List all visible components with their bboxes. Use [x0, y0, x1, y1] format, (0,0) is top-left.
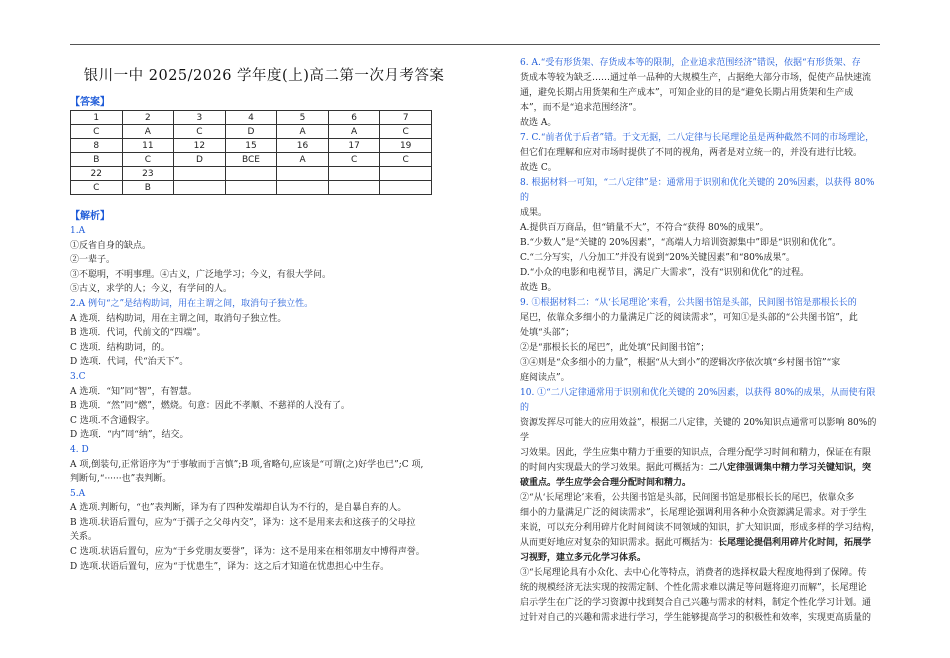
- answer-cell: [277, 167, 329, 181]
- answer-cell: [380, 167, 432, 181]
- answer-cell: [174, 181, 226, 195]
- analysis-text: ③“长尾理论具有小众化、去中心化等特点，消费者的选择权最大程度地得到了保障。传: [520, 568, 867, 578]
- analysis-line: ①反省自身的缺点。: [70, 240, 152, 251]
- analysis-line: D 选项．代词，代“治天下”。: [70, 357, 189, 368]
- analysis-line: A 选项.判断句，“也”表判断，译为有了四种发端却自认为不行的，是自暴自弃的人。: [70, 503, 407, 514]
- answer-row: [71, 111, 432, 125]
- analysis-text: 统的规模经济无法实现的按需定制、个性化需求难以满足等问题将迎刃而解”，长尾理论: [520, 583, 867, 593]
- analysis-text: 故选 A。: [520, 118, 557, 128]
- analysis-text: 但它们在理解和应对市场时提供了不同的视角，两者是对立统一的，并没有进行比较。: [520, 148, 863, 158]
- answer-row: [71, 125, 432, 139]
- analysis-line: [520, 101, 880, 116]
- analysis-text: 货成本等较为缺乏……通过单一品种的大规模生产，占据绝大部分市场，促使产品快速流: [520, 73, 872, 83]
- answer-cell: 19: [380, 139, 432, 153]
- answer-cell: A: [122, 125, 174, 139]
- analysis-line: ⑤古义，求学的人；今义，有学问的人。: [70, 284, 233, 295]
- analysis-line: [520, 56, 880, 71]
- answer-cell: B: [122, 181, 174, 195]
- answer-cell: [328, 167, 380, 181]
- answer-row: [71, 153, 432, 167]
- answer-cell: 15: [225, 139, 277, 153]
- answer-row: [71, 139, 432, 153]
- summary-text: 长尾理论提倡利用碎片化时间，拓展学: [718, 538, 872, 548]
- analysis-text: 故选 C。: [520, 163, 557, 173]
- analysis-text: 通，避免长期占用货架和生产成本”，可知企业的目的是“避免长期占用货架和生产成: [520, 88, 854, 98]
- answer-cell: 6: [328, 111, 380, 125]
- analysis-line: A 项,倒装句,正常语序为“于事敏而于言慎”;B 项,省略句,应该是“可谓(之)好学也已”;C 项,: [70, 459, 424, 470]
- analysis-line: [520, 71, 880, 86]
- analysis-line: [520, 251, 880, 266]
- analysis-text: B.“少数人”是“关键的 20%因素”，“高端人力培训资源集中”即是“识别和优化”。: [520, 238, 842, 248]
- answer-cell: 16: [277, 139, 329, 153]
- header-rule: [70, 44, 880, 45]
- analysis-line: [520, 371, 880, 386]
- analysis-line: [520, 386, 880, 416]
- question-heading: 9. ①根据材料二：“从‘长尾理论’来看，公共图书馆是头部，民间图书馆是那根长长的: [520, 298, 857, 308]
- analysis-text: 处填“头部”；: [520, 328, 575, 338]
- analysis-text: 故选 B。: [520, 283, 557, 293]
- analysis-line: [520, 206, 880, 221]
- analysis-line: [520, 116, 880, 131]
- analysis-line: [520, 566, 880, 581]
- analysis-line: [520, 236, 880, 251]
- analysis-line: [520, 176, 880, 206]
- analysis-line: [520, 491, 880, 506]
- question-heading: 7. C.“前者优于后者”错。于文无据，二八定律与长尾理论虽是两种截然不同的市场理论，: [520, 133, 875, 143]
- answer-cell: 11: [122, 139, 174, 153]
- answer-cell: 17: [328, 139, 380, 153]
- analysis-text: 资源发挥尽可能大的应用效益”，根据二八定律，关键的 20%知识点通常可以影响 80%的学: [520, 418, 877, 443]
- question-heading: 10. ①“二八定律通常用于识别和优化关键的 20%因素，以获得 80%的成果，从而使有限的: [520, 388, 876, 413]
- analysis-line: [520, 581, 880, 596]
- analysis-line: [520, 476, 880, 491]
- analysis-text: 细小的力量满足广泛的阅读需求”，长尾理论强调利用各种小众资源满足需求。对于学生: [520, 508, 867, 518]
- analysis-line: [520, 416, 880, 446]
- answer-cell: [277, 181, 329, 195]
- answer-cell: C: [174, 125, 226, 139]
- question-heading: 5.A: [70, 488, 86, 499]
- analysis-line: [520, 521, 880, 536]
- analysis-line: [520, 341, 880, 356]
- analysis-line: C 选项.不含通假字。: [70, 415, 155, 426]
- answer-cell: C: [71, 181, 123, 195]
- analysis-line: C 选项.状语后置句，应为“于乡党朋友要誉”，译为：这不是用来在相邻朋友中博得声誉。: [70, 547, 425, 558]
- analysis-text: 来说，可以充分利用碎片化时间阅读不同领域的知识，扩大知识面，形成多样的学习结构，: [520, 523, 881, 533]
- answer-cell: D: [174, 153, 226, 167]
- analysis-text: 的时间内实现最大的学习效果。据此可概括为：: [520, 463, 710, 473]
- analysis-text: 过针对自己的兴趣和需求进行学习，学生能够提高学习的积极性和效率，实现更高质量的: [520, 613, 872, 623]
- analysis-line: [520, 506, 880, 521]
- analysis-line: [520, 131, 880, 146]
- analysis-line: A 选项．“知”同“智”，有智慧。: [70, 386, 197, 397]
- analysis-line: [520, 311, 880, 326]
- answer-cell: C: [380, 153, 432, 167]
- answer-cell: C: [328, 153, 380, 167]
- summary-text: 破重点。学生应学会合理分配时间和精力。: [520, 478, 692, 488]
- answer-cell: 7: [380, 111, 432, 125]
- answer-cell: [174, 167, 226, 181]
- left-column: [70, 52, 458, 574]
- answer-cell: 22: [71, 167, 123, 181]
- question-heading: 3.C: [70, 371, 86, 382]
- question-heading: 6. A.“受有形货架、存货成本等的限制，企业追求范围经济”错误，依据“有形货架、存: [520, 58, 861, 68]
- analysis-text: 启示学生在广泛的学习资源中找到契合自己兴趣与需求的材料，制定个性化学习计划。通: [520, 598, 872, 608]
- analysis-line: [520, 551, 880, 566]
- analysis-line: [520, 611, 880, 626]
- answer-cell: [225, 181, 277, 195]
- answer-cell: 2: [122, 111, 174, 125]
- analysis-line: [520, 446, 880, 461]
- question-heading: 4. D: [70, 444, 89, 455]
- analysis-text: 成果。: [520, 208, 548, 218]
- answer-row: [71, 181, 432, 195]
- analysis-section-label: 【解析】: [70, 211, 110, 222]
- analysis-line: B 选项．“然”同“燃”，燃烧。句意：因此不孝顺、不慈祥的人没有了。: [70, 401, 350, 412]
- answer-cell: [225, 167, 277, 181]
- analysis-line: [520, 86, 880, 101]
- answer-cell: B: [71, 153, 123, 167]
- answer-cell: A: [277, 153, 329, 167]
- analysis-line: [520, 461, 880, 476]
- answer-cell: 4: [225, 111, 277, 125]
- answer-table: [70, 110, 432, 195]
- answer-cell: 23: [122, 167, 174, 181]
- answer-row: [71, 167, 432, 181]
- summary-text: 习视野，建立多元化学习体系。: [520, 553, 647, 563]
- analysis-line: [520, 221, 880, 236]
- analysis-line: B 选项．代词，代前文的“四端”。: [70, 328, 206, 339]
- analysis-text: 习效果。因此，学生应集中精力于重要的知识点，合理分配学习时间和精力，保证在有限: [520, 448, 872, 458]
- analysis-text: ③④则是“众多细小的力量”，根据“从大到小”的逻辑次序依次填“乡村图书馆”“家: [520, 358, 841, 368]
- analysis-line: [520, 281, 880, 296]
- analysis-line: D 选项.状语后置句，应为“于忧患生”，译为：这之后才知道在忧患担心中生存。: [70, 561, 390, 572]
- question-heading: 2.A 例句“之”是结构助词，用在主谓之间，取消句子独立性。: [70, 298, 314, 309]
- answer-cell: C: [122, 153, 174, 167]
- answer-cell: 1: [71, 111, 123, 125]
- analysis-right-text: [520, 56, 880, 626]
- analysis-line: D 选项．“内”同“纳”，结交。: [70, 430, 189, 441]
- answer-cell: C: [71, 125, 123, 139]
- analysis-line: [520, 296, 880, 311]
- answer-cell: D: [225, 125, 277, 139]
- right-column: [520, 52, 880, 626]
- analysis-line: [520, 266, 880, 281]
- analysis-line: [520, 536, 880, 551]
- analysis-line: A 选项．结构助词，用在主谓之间，取消句子独立性。: [70, 313, 287, 324]
- question-heading: 8. 根据材料一可知，“二八定律”是：通常用于识别和优化关键的 20%因素，以获得 80%的: [520, 178, 875, 203]
- answer-cell: A: [328, 125, 380, 139]
- analysis-line: [520, 161, 880, 176]
- answer-cell: 3: [174, 111, 226, 125]
- analysis-text: A.提供百万商品，但“销量不大”，不符合“获得 80%的成果”。: [520, 223, 769, 233]
- answer-cell: [328, 181, 380, 195]
- analysis-left-text: [70, 224, 458, 574]
- analysis-line: [520, 326, 880, 341]
- analysis-line: [520, 356, 880, 371]
- answer-section-label: 【答案】: [70, 97, 110, 108]
- analysis-text: C.“二分写实，八分加工”并没有说到“20%关键因素”和“80%成果”。: [520, 253, 796, 263]
- analysis-line: C 选项．结构助词，的。: [70, 342, 170, 353]
- analysis-line: [520, 146, 880, 161]
- analysis-text: 尾巴，依靠众多细小的力量满足广泛的阅读需求”，可知①是头部的“公共图书馆”，此: [520, 313, 858, 323]
- analysis-text: 从而更好地应对复杂的知识需求。据此可概括为：: [520, 538, 719, 548]
- answer-cell: BCE: [225, 153, 277, 167]
- answer-cell: 12: [174, 139, 226, 153]
- answer-cell: 8: [71, 139, 123, 153]
- answer-cell: [380, 181, 432, 195]
- analysis-text: 庭阅读点”。: [520, 373, 570, 383]
- page-title: 银川一中 2025/2026 学年度(上)高二第一次月考答案: [83, 68, 445, 84]
- analysis-text: 本”，而不是“追求范围经济”。: [520, 103, 642, 113]
- analysis-text: ②是“那根长长的尾巴”，此处填“民间图书馆”；: [520, 343, 710, 353]
- analysis-line: 关系。: [70, 532, 98, 543]
- question-heading: 1.A: [70, 226, 86, 236]
- analysis-line: B 选项.状语后置句，应为“于孺子之父母内交”，译为：这不是用来去和这孩子的父母拉: [70, 517, 416, 528]
- answer-cell: A: [277, 125, 329, 139]
- answer-cell: C: [380, 125, 432, 139]
- analysis-text: D.“小众的电影和电视节目，满足广大需求”，没有“识别和优化”的过程。: [520, 268, 810, 278]
- answer-cell: 5: [277, 111, 329, 125]
- analysis-line: ②一辈子。: [70, 255, 116, 266]
- analysis-text: ②“从‘长尾理论’来看，公共图书馆是头部，民间图书馆是那根长长的尾巴，依靠众多: [520, 493, 855, 503]
- summary-text: 二八定律强调集中精力学习关键知识，突: [709, 463, 872, 473]
- analysis-line: ③不聪明，不明事理。④古义，广泛地学习；今义，有很大学问。: [70, 269, 332, 280]
- analysis-line: 判断句,“······也”表判断。: [70, 474, 172, 485]
- analysis-line: [520, 596, 880, 611]
